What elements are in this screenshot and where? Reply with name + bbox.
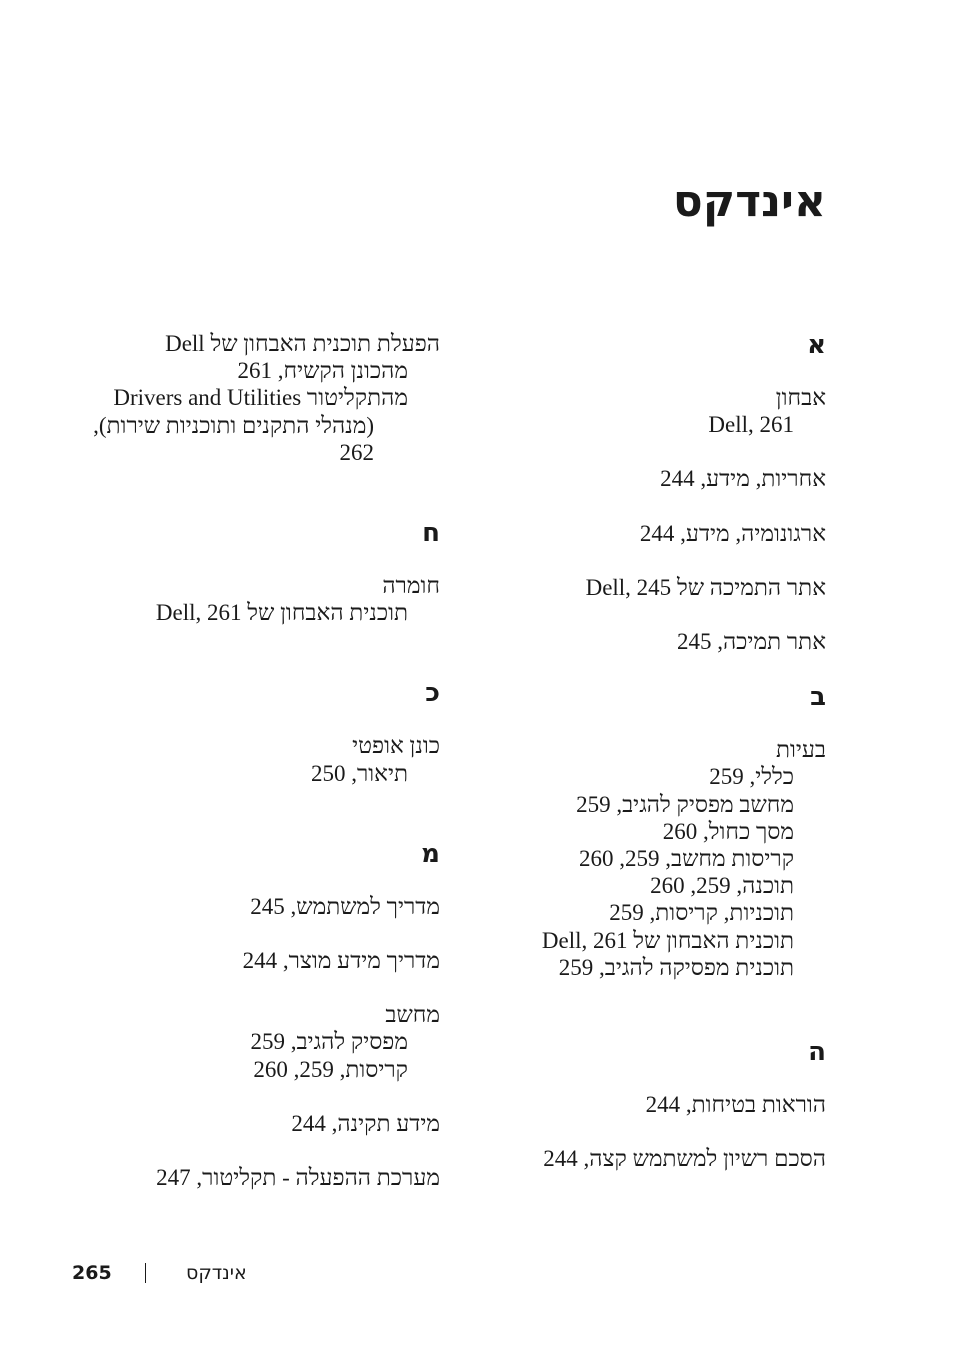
section-letter: ה [808, 1037, 826, 1068]
footer-divider [145, 1263, 146, 1283]
entry-term: אבחון [775, 385, 826, 410]
index-entry [516, 384, 826, 438]
entry-subterm: קריסות מחשב, 259, 260 [579, 846, 794, 872]
index-section-mem [80, 839, 440, 1191]
entry-subterm: תוכנה, 259, 260 [650, 873, 794, 899]
index-entry [516, 628, 826, 655]
entry-subterm-continued: (מנהלי התקנים ותוכניות שירות), 262 [93, 412, 374, 465]
entry-term: הסכם רשיון למשתמש קצה, 244 [543, 1146, 826, 1172]
entry-subterm: תוכנית מפסיקה להגיב, 259 [558, 954, 794, 980]
index-entry [516, 465, 826, 492]
entry-subterm: מחשב מפסיק להגיב, 259 [576, 791, 794, 817]
index-section-he [516, 1037, 826, 1172]
index-entry [516, 520, 826, 547]
page-number: 265 [72, 1262, 112, 1284]
entry-term: מחשב [385, 1002, 440, 1028]
entry-subterm: תוכנית האבחון של Dell, 261 [155, 600, 408, 626]
section-letter: ב [810, 682, 826, 713]
index-section-het [80, 518, 440, 626]
index-section-bet [516, 682, 826, 981]
index-entry [516, 1145, 826, 1172]
index-column-right [516, 330, 826, 1199]
entry-term: אתר התמיכה של Dell, 245 [585, 574, 826, 600]
entry-subterm: תוכניות, קריסות, 259 [609, 900, 794, 926]
entry-subterm: מפסיק להגיב, 259 [250, 1029, 408, 1055]
index-entry [80, 947, 440, 974]
entry-subterm: קריסות, 259, 260 [253, 1056, 408, 1082]
entry-term: מדריך למשתמש, 245 [250, 893, 440, 919]
entry-term: הוראות בטיחות, 244 [645, 1092, 826, 1118]
entry-term: בעיות [775, 737, 826, 763]
section-letter: ח [422, 518, 440, 549]
entry-term: אתר תמיכה, 245 [676, 629, 826, 655]
section-letter: א [807, 330, 826, 360]
entry-term: אחריות, מידע, 244 [660, 466, 826, 492]
entry-term: חומרה [382, 573, 440, 599]
index-entry [80, 1001, 440, 1083]
index-entry [80, 893, 440, 920]
entry-subterm: Dell, 261 [708, 412, 794, 438]
index-entry [80, 1110, 440, 1137]
entry-term: כונן אופטי [352, 733, 440, 759]
index-section-kaf [80, 678, 440, 786]
entry-term: מידע תקינה, 244 [291, 1110, 440, 1136]
section-letter: מ [421, 838, 440, 869]
index-entry [516, 1091, 826, 1118]
page-footer [0, 1260, 954, 1290]
entry-subterm: מהכונן הקשיח, 261 [237, 358, 408, 384]
entry-subterm: מסך כחול, 260 [662, 818, 794, 844]
index-section-alef [516, 330, 826, 655]
page-title: אינדקס [672, 176, 826, 227]
entry-term: מערכת ההפעלה - תקליטור, 247 [156, 1165, 440, 1191]
footer-section-title: אינדקס [186, 1262, 247, 1284]
entry-term: מדריך מידע מוצר, 244 [242, 948, 440, 974]
section-letter: כ [425, 678, 440, 709]
entry-subterm: כללי, 259 [709, 764, 794, 790]
entry-term: הפעלת תוכנית האבחון של Dell [165, 331, 440, 356]
entry-subterm: תיאור, 250 [310, 760, 408, 786]
entry-subterm: מהתקליטור Drivers and Utilities [113, 385, 408, 411]
index-column-left [80, 330, 440, 1218]
index-entry [80, 732, 440, 786]
index-entry [516, 574, 826, 601]
index-entry [516, 736, 826, 981]
entry-term: ארגונומיה, מידע, 244 [639, 520, 826, 546]
index-entry [80, 572, 440, 626]
index-entry [80, 330, 440, 466]
index-entry [80, 1164, 440, 1191]
entry-subterm: תוכנית האבחון של Dell, 261 [541, 927, 794, 953]
